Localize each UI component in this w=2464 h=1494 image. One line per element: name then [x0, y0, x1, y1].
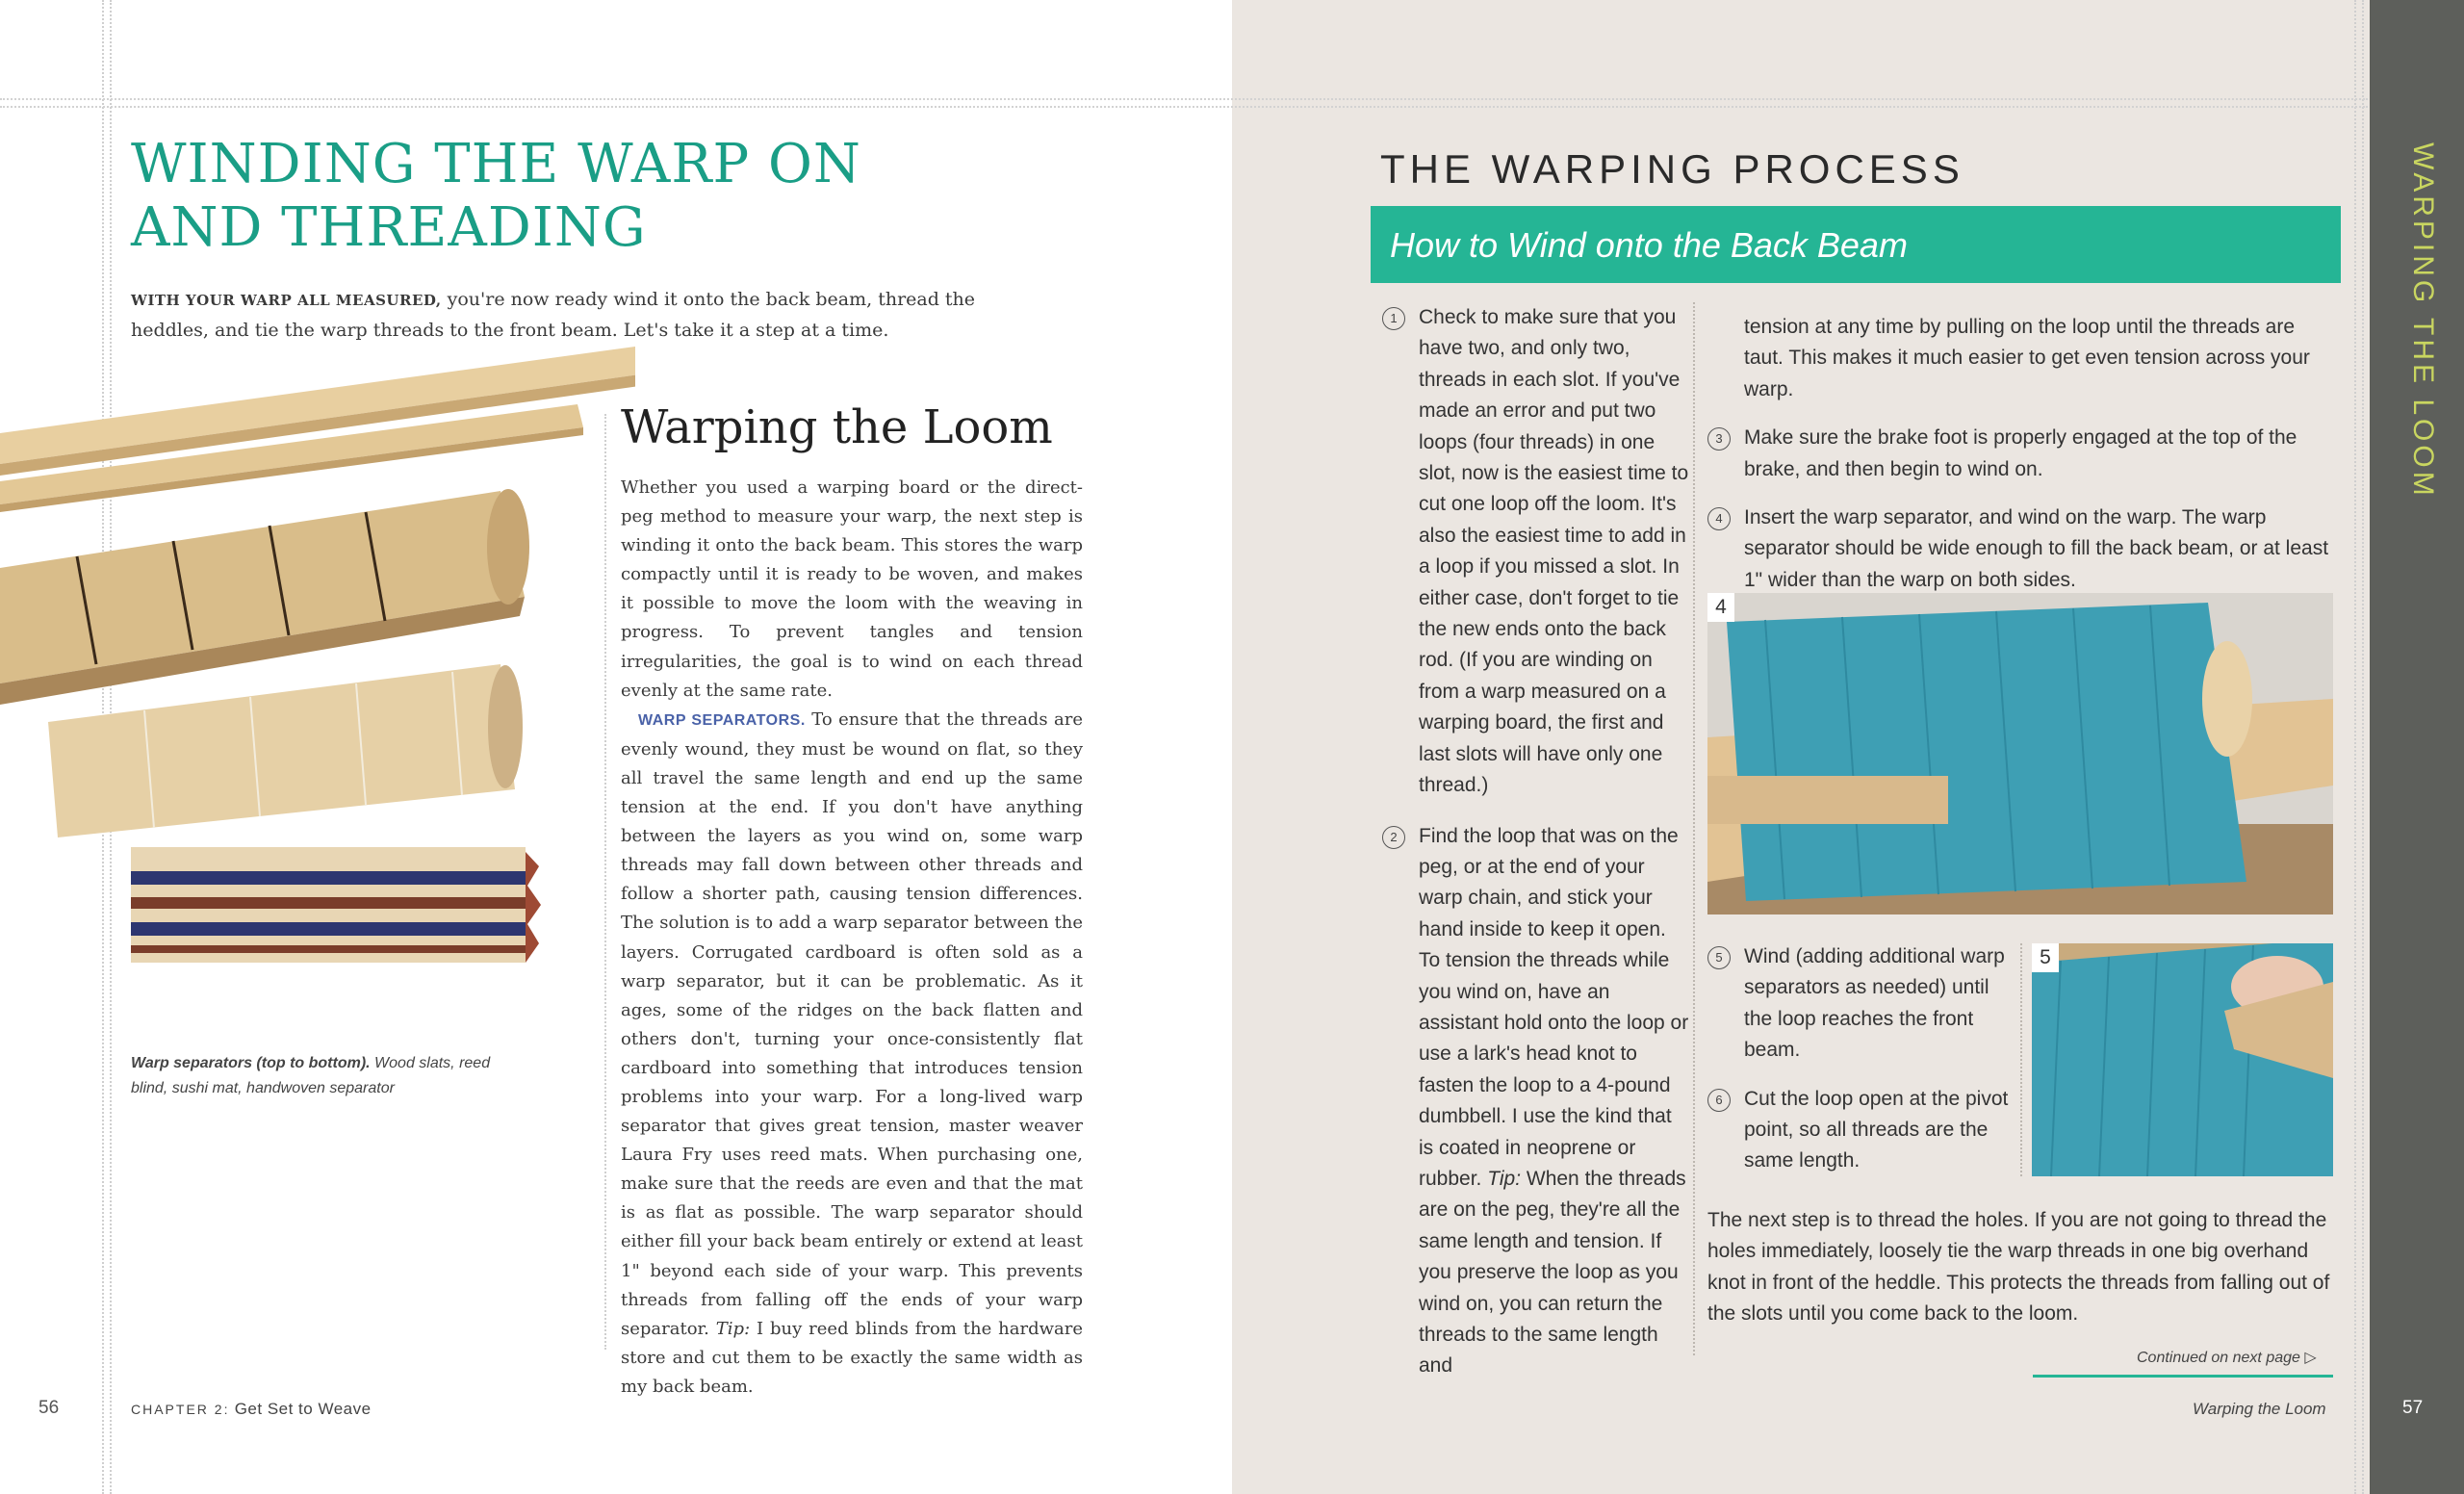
loom-photo-5	[2032, 943, 2333, 1176]
step-text: Make sure the brake foot is properly engaged at the top of the brake, and then begin to wind on.	[1744, 426, 2297, 480]
step-text: Insert the warp separator, and wind on the warp. The warp separator should be wide enough to fill the back beam, or at least 1" wider than the warp on both sides.	[1744, 506, 2329, 591]
continued-note	[2137, 1348, 2317, 1367]
intro-paragraph	[131, 285, 1055, 346]
steps-column-left	[1382, 302, 1690, 1402]
top-guide	[0, 98, 2368, 100]
tip-label: Tip:	[1487, 1167, 1522, 1190]
continued-underline	[2033, 1375, 2333, 1378]
running-head-chapter: CHAPTER 2:	[131, 1402, 230, 1417]
step-2-continued: tension at any time by pulling on the loop until the threads are taut. This makes it much easier to get even tension across your warp.	[1744, 316, 2310, 400]
step-number: 6	[1707, 1089, 1731, 1112]
page-number: 57	[2402, 1398, 2424, 1418]
triangle-right-icon: ▷	[2304, 1350, 2317, 1366]
closing-paragraph: The next step is to thread the holes. If you are not going to thread the holes immediately, loosely tie the warp threads in one big overhand knot in front of the heddle. This protects the threads from falling out of the slots until you come back to the loom.	[1707, 1209, 2330, 1326]
chapter-title: WINDING THE WARP ON AND THREADING	[131, 133, 861, 259]
loom-photo-4	[1707, 593, 2333, 914]
running-head-title: Get Set to Weave	[229, 1400, 372, 1418]
photo-caption	[131, 1051, 497, 1101]
intro-lead: WITH YOUR WARP ALL MEASURED,	[131, 292, 442, 309]
margin-guide	[2362, 0, 2364, 1494]
section-label: THE WARPING PROCESS	[1380, 146, 1964, 192]
photo-label: 4	[1707, 593, 1734, 622]
step-number: 2	[1382, 826, 1405, 849]
bar-title: How to Wind onto the Back Beam	[1390, 225, 1908, 265]
paragraph-text: I buy reed blinds from the hardware store and cut them to be exactly the same width as my back beam.	[621, 1318, 1083, 1397]
running-head	[131, 1400, 372, 1419]
section-heading: Warping the Loom	[621, 400, 1053, 454]
page-number: 56	[38, 1398, 60, 1418]
column-rule	[604, 414, 606, 1350]
column-rule	[1693, 302, 1695, 1355]
step-text: When the threads are on the peg, they're all the same length and tension. If you preserve the loop as you wind on, you can return the threads to the same length and	[1419, 1167, 1686, 1378]
paragraph: Whether you used a warping board or the direct-peg method to measure your warp, the next step is winding it onto the back beam. This stores the warp compactly until it is ready to be woven, and makes it possible to move the loom with the weaving in progress. To prevent tangles and tension irregularities, the goal is to wind on each thread evenly at the same rate.	[621, 477, 1083, 701]
step-2	[1382, 821, 1690, 1382]
step-1	[1382, 302, 1690, 802]
title-bar	[1371, 206, 2341, 283]
step-6	[1707, 1084, 2015, 1177]
continued-text: Continued on next page	[2137, 1350, 2300, 1366]
step-number: 4	[1707, 507, 1731, 530]
step-text: Wind (adding additional warp separators as needed) until the loop reaches the front beam.	[1744, 945, 2005, 1062]
sushi-mat-image	[48, 664, 523, 837]
step-number: 5	[1707, 946, 1731, 969]
steps-column-lower	[1707, 941, 2015, 1195]
caption-bold: Warp separators (top to bottom).	[131, 1055, 371, 1071]
step-text: Find the loop that was on the peg, or at the end of your warp chain, and stick your hand inside to keep it open. To tension the threads while you wind on, have an assistant hold onto the loop or use a lark's head knot to fasten the loop to a 4-pound dumbbell. I use the kind that is coated in neoprene or rubber.	[1419, 824, 1689, 1190]
paragraph	[621, 706, 1083, 1402]
handwoven-separator-image	[131, 847, 541, 963]
margin-guide	[2354, 0, 2356, 1494]
step-number: 1	[1382, 307, 1405, 330]
caption-text: Wood slats, reed blind, sushi mat, handwoven separator	[131, 1055, 491, 1096]
steps-column-right	[1707, 312, 2337, 613]
running-head: Warping the Loom	[2193, 1400, 2326, 1418]
tip-label: Tip:	[715, 1318, 751, 1339]
step-4	[1707, 502, 2337, 596]
wood-slats-image	[0, 347, 635, 512]
intro-text: you're now ready wind it onto the back beam, thread the heddles, and tie the warp threads to the front beam. Let's take it a step at a time.	[131, 289, 976, 341]
photo-label: 5	[2032, 943, 2059, 972]
top-guide	[0, 106, 2368, 108]
side-tab-label: WARPING THE LOOM	[2407, 142, 2439, 500]
step-text: Check to make sure that you have two, and only two, threads in each slot. If you've made an error and put two loops (four threads) in one slot, now is the easiest time to cut one loop off the loom. It's also the easiest time to add in a loop if you missed a slot. In either case, don't forget to tie the new ends onto the back rod. (If you are winding on from a warp measured on a warping board, the first and last slots will have only one thread.)	[1419, 306, 1689, 797]
subhead: WARP SEPARATORS.	[638, 711, 806, 729]
step-text: Cut the loop open at the pivot point, so all threads are the same length.	[1744, 1087, 2009, 1172]
column-rule	[2020, 943, 2022, 1176]
paragraph-text: To ensure that the threads are evenly wound, they must be wound on flat, so they all travel the same length and end up the same tension at the end. If you don't have anything between the layers as you wind on, some warp threads may fall down between other threads and follow a shorter path, causing tension differences. The solution is to add a warp separator between the layers. Corrugated cardboard is often sold as a warp separator, but it can be problematic. As it ages, some of the ridges on the back flatten and others don't, turning your once-consistently flat cardboard into something that introduces tension problems into your warp. For a long-lived warp separator that gives great tension, master weaver Laura Fry uses reed mats. When purchasing one, make sure that the reeds are even and that the mat is as flat as possible. The warp separator should either fill your back beam entirely or extend at least 1" beyond each side of your warp. This prevents threads from falling off the ends of your warp separator.	[621, 708, 1083, 1339]
body-text	[621, 474, 1083, 1402]
step-number: 3	[1707, 427, 1731, 451]
warp-separators-photo	[0, 347, 635, 1040]
step-5	[1707, 941, 2015, 1067]
step-3	[1707, 423, 2337, 485]
